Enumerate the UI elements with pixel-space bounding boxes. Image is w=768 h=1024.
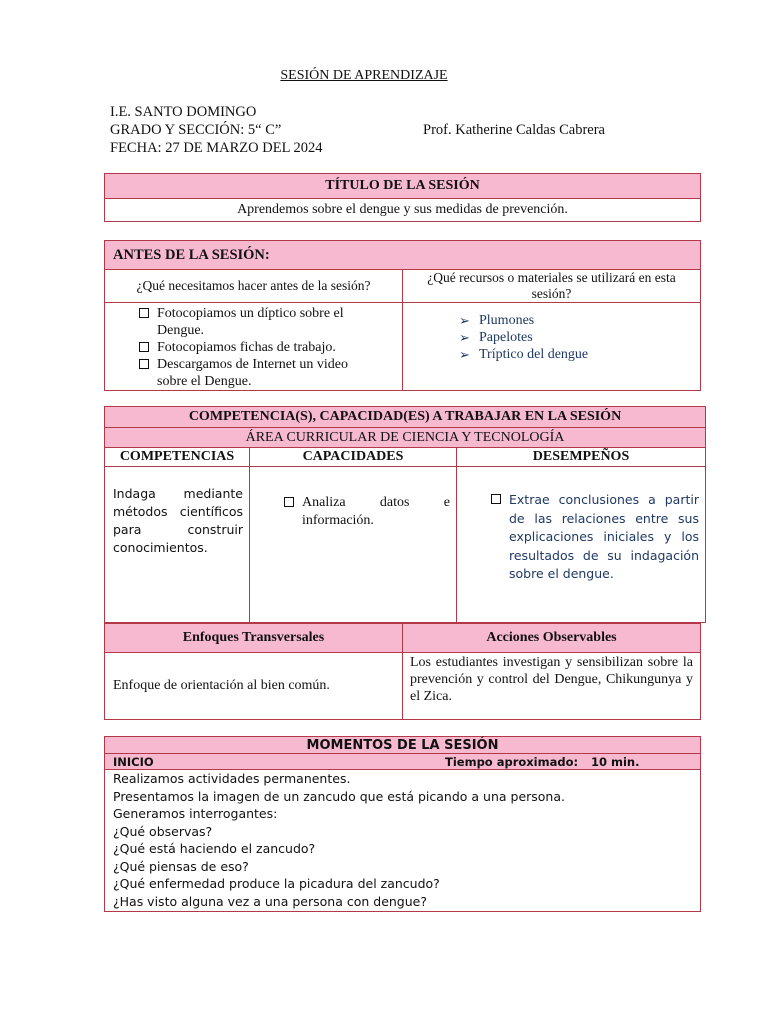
moment-line: ¿Qué enfermedad produce la picadura del zancudo? bbox=[113, 876, 440, 891]
time-value: 10 min. bbox=[591, 755, 640, 769]
checkbox-icon bbox=[491, 494, 501, 504]
moment-line: ¿Qué piensas de eso? bbox=[113, 858, 249, 874]
moment-line: ¿Qué está haciendo el zancudo? bbox=[113, 841, 316, 856]
competencies-table bbox=[104, 406, 706, 623]
session-title-value: Aprendemos sobre el dengue y sus medidas de prevención. bbox=[105, 199, 701, 222]
moment-line: Presentamos la imagen de un zancudo que está picando a una persona. bbox=[113, 788, 565, 804]
before-session-table bbox=[104, 240, 701, 391]
col-enfoques: Enfoques Transversales bbox=[105, 624, 403, 653]
curricular-area: ÁREA CURRICULAR DE CIENCIA Y TECNOLOGÍA bbox=[105, 428, 706, 448]
moments-table bbox=[104, 736, 701, 912]
checkbox-icon bbox=[139, 308, 149, 318]
session-title-header: TÍTULO DE LA SESIÓN bbox=[105, 174, 701, 199]
capacidad-cell bbox=[250, 467, 457, 623]
desempeno-cell bbox=[457, 467, 706, 623]
phase-label: INICIO bbox=[113, 754, 154, 769]
task-item: Descargamos de Internet un video sobre el Dengue. bbox=[135, 356, 377, 390]
task-item: Fotocopiamos un díptico sobre el Dengue. bbox=[135, 305, 357, 339]
moments-header: MOMENTOS DE LA SESIÓN bbox=[105, 737, 701, 754]
time-label: Tiempo aproximado: bbox=[445, 755, 579, 769]
before-tasks-cell bbox=[105, 303, 403, 391]
competencies-header: COMPETENCIA(S), CAPACIDAD(ES) A TRABAJAR EN LA SESIÓN bbox=[105, 407, 706, 428]
col-competencias: COMPETENCIAS bbox=[105, 448, 250, 467]
capacidad-item: Analiza datos e información. bbox=[280, 494, 450, 530]
before-session-header: ANTES DE LA SESIÓN: bbox=[105, 241, 701, 270]
acciones-cell: Los estudiantes investigan y sensibilizan sobre la prevención y control del Dengue, Chikungunya y el Zica. bbox=[403, 653, 701, 720]
before-materials-cell bbox=[403, 303, 701, 391]
before-col-needs: ¿Qué necesitamos hacer antes de la sesión? bbox=[105, 270, 403, 303]
arrow-right-icon: ➢ bbox=[459, 313, 470, 328]
session-title-table bbox=[104, 173, 701, 222]
checkbox-icon bbox=[284, 497, 294, 507]
competencia-cell: Indaga mediante métodos científicos para construir conocimientos. bbox=[105, 467, 250, 623]
moments-content bbox=[105, 770, 701, 912]
checkbox-icon bbox=[139, 359, 149, 369]
grade-section: GRADO Y SECCIÓN: 5“ C” bbox=[110, 122, 282, 138]
document-title: SESIÓN DE APRENDIZAJE bbox=[280, 68, 448, 83]
task-item: Fotocopiamos fichas de trabajo. bbox=[135, 339, 402, 356]
moment-line: ¿Has visto alguna vez a una persona con dengue? bbox=[113, 893, 427, 909]
material-item: ➢ Plumones bbox=[459, 313, 535, 328]
col-capacidades: CAPACIDADES bbox=[250, 448, 457, 467]
before-col-materials: ¿Qué recursos o materiales se utilizará en esta sesión? bbox=[403, 270, 701, 303]
arrow-right-icon: ➢ bbox=[459, 347, 470, 362]
checkbox-icon bbox=[139, 342, 149, 352]
session-date: FECHA: 27 DE MARZO DEL 2024 bbox=[110, 140, 323, 156]
desempeno-item: Extrae conclusiones a partir de las relaciones entre sus explicaciones iniciales y los resultados de su indagación sobre el dengue. bbox=[487, 491, 699, 584]
school-name: I.E. SANTO DOMINGO bbox=[110, 104, 257, 120]
col-acciones: Acciones Observables bbox=[403, 624, 701, 653]
moment-line: ¿Qué observas? bbox=[113, 823, 213, 839]
material-item: ➢ Papelotes bbox=[459, 330, 533, 345]
transversal-table bbox=[104, 623, 701, 720]
moment-line: Realizamos actividades permanentes. bbox=[113, 771, 351, 786]
teacher-name: Prof. Katherine Caldas Cabrera bbox=[423, 122, 605, 138]
col-desempenos: DESEMPEÑOS bbox=[457, 448, 706, 467]
material-item: ➢ Tríptico del dengue bbox=[459, 347, 589, 362]
arrow-right-icon: ➢ bbox=[459, 330, 470, 345]
phase-row bbox=[105, 754, 701, 770]
moment-line: Generamos interrogantes: bbox=[113, 806, 278, 821]
enfoque-cell: Enfoque de orientación al bien común. bbox=[105, 653, 403, 720]
